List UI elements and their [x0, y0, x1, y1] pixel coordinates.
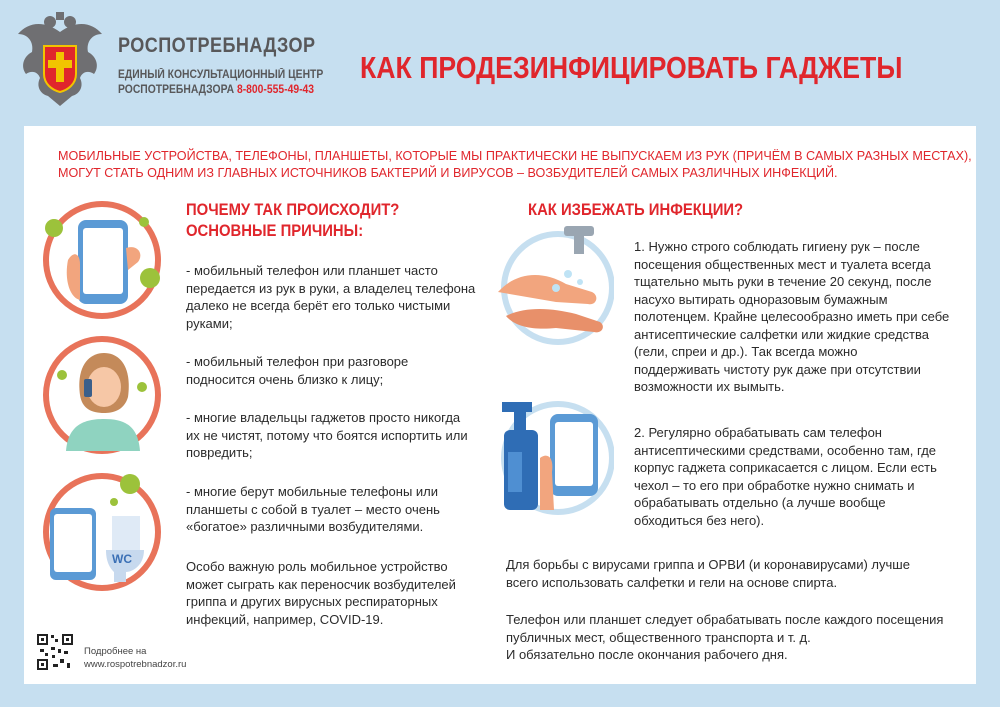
- reason-1: - мобильный телефон или планшет часто передается из рук в руки, а владелец телефона далеко не всегда берёт его только чистыми руками;: [186, 263, 476, 331]
- page-title: КАК ПРОДЕЗИНФИЦИРОВАТЬ ГАДЖЕТЫ: [360, 50, 903, 85]
- qr-code[interactable]: [36, 633, 74, 671]
- website-link[interactable]: www.rospotrebnadzor.ru: [84, 659, 187, 670]
- emblem-logo: [14, 12, 106, 110]
- organization-name: РОСПОТРЕБНАДЗОР: [118, 34, 316, 57]
- right-heading: КАК ИЗБЕЖАТЬ ИНФЕКЦИИ?: [528, 201, 744, 219]
- more-info-caption: Подробнее на www.rospotrebnadzor.ru: [84, 646, 187, 670]
- left-note: Особо важную роль мобильное устройство может сыграть как переносчик возбудителей гриппа и других вирусных респираторных инфекций, например, COVID-19.: [186, 559, 456, 627]
- intro-text: МОБИЛЬНЫЕ УСТРОЙСТВА, ТЕЛЕФОНЫ, ПЛАНШЕТЫ, КОТОРЫЕ МЫ ПРАКТИЧЕСКИ НЕ ВЫПУСКАЕМ ИЗ РУК (ПРИЧЁМ В САМЫХ РАЗНЫХ МЕСТАХ), МОГУТ СТАТЬ ОДНИМ ИЗ ГЛАВНЫХ ИСТОЧНИКОВ БАКТЕРИЙ И ВИРУСОВ – ВОЗБУДИТЕЛЕЙ САМЫХ РАЗЛИЧНЫХ ИНФЕКЦИЙ.: [58, 149, 972, 180]
- step-1: 1. Нужно строго соблюдать гигиену рук – после посещения общественных мест и туалета всегда тщательно мыть руки в течение 20 секунд, после насухо вытирать одноразовым бумажным полотенцем. Крайне целесообразно иметь при себе антисептические салфетки или жидкие средства (гели, спреи и др.). Так всегда можно поддерживать чистоту рук даже при отсутствии возможности их вымыть.: [634, 239, 950, 394]
- reason-3: - многие владельцы гаджетов просто никогда их не чистят, потому что боятся испортить или повредить;: [186, 410, 468, 460]
- right-note-1: Для борьбы с вирусами гриппа и ОРВИ (и коронавирусами) лучше всего использовать салфетки и гели на основе спирта.: [506, 557, 910, 590]
- wc-label: WC: [112, 552, 132, 566]
- reason-2: - мобильный телефон при разговоре подносится очень близко к лицу;: [186, 354, 409, 387]
- handwash-illustration: [496, 222, 614, 352]
- woman-phone-illustration: [40, 335, 165, 455]
- consult-center-text: ЕДИНЫЙ КОНСУЛЬТАЦИОННЫЙ ЦЕНТР РОСПОТРЕБНАДЗОРА 8-800-555-49-43: [118, 69, 324, 96]
- right-note-2: Телефон или планшет следует обрабатывать после каждого посещения публичных мест, общественного транспорта и т. д. И обязательно после окончания рабочего дня.: [506, 612, 944, 662]
- step-2: 2. Регулярно обрабатывать сам телефон антисептическими средствами, особенно там, где корпус гаджета соприкасается с лицом. Если есть чехол – то его при обработке нужно снимать и обрабатывать отдельно (а лучше вообще обходиться без него).: [634, 425, 937, 528]
- spray-phone-illustration: [496, 398, 614, 516]
- phone-hand-illustration: [40, 200, 165, 320]
- hotline-phone: 8-800-555-49-43: [236, 84, 315, 96]
- left-heading: ПОЧЕМУ ТАК ПРОИСХОДИТ? ОСНОВНЫЕ ПРИЧИНЫ:: [186, 201, 400, 240]
- reason-4: - многие берут мобильные телефоны или планшеты с собой в туалет – место очень «богатое» различными возбудителями.: [186, 484, 440, 534]
- phone-toilet-illustration: [40, 468, 165, 593]
